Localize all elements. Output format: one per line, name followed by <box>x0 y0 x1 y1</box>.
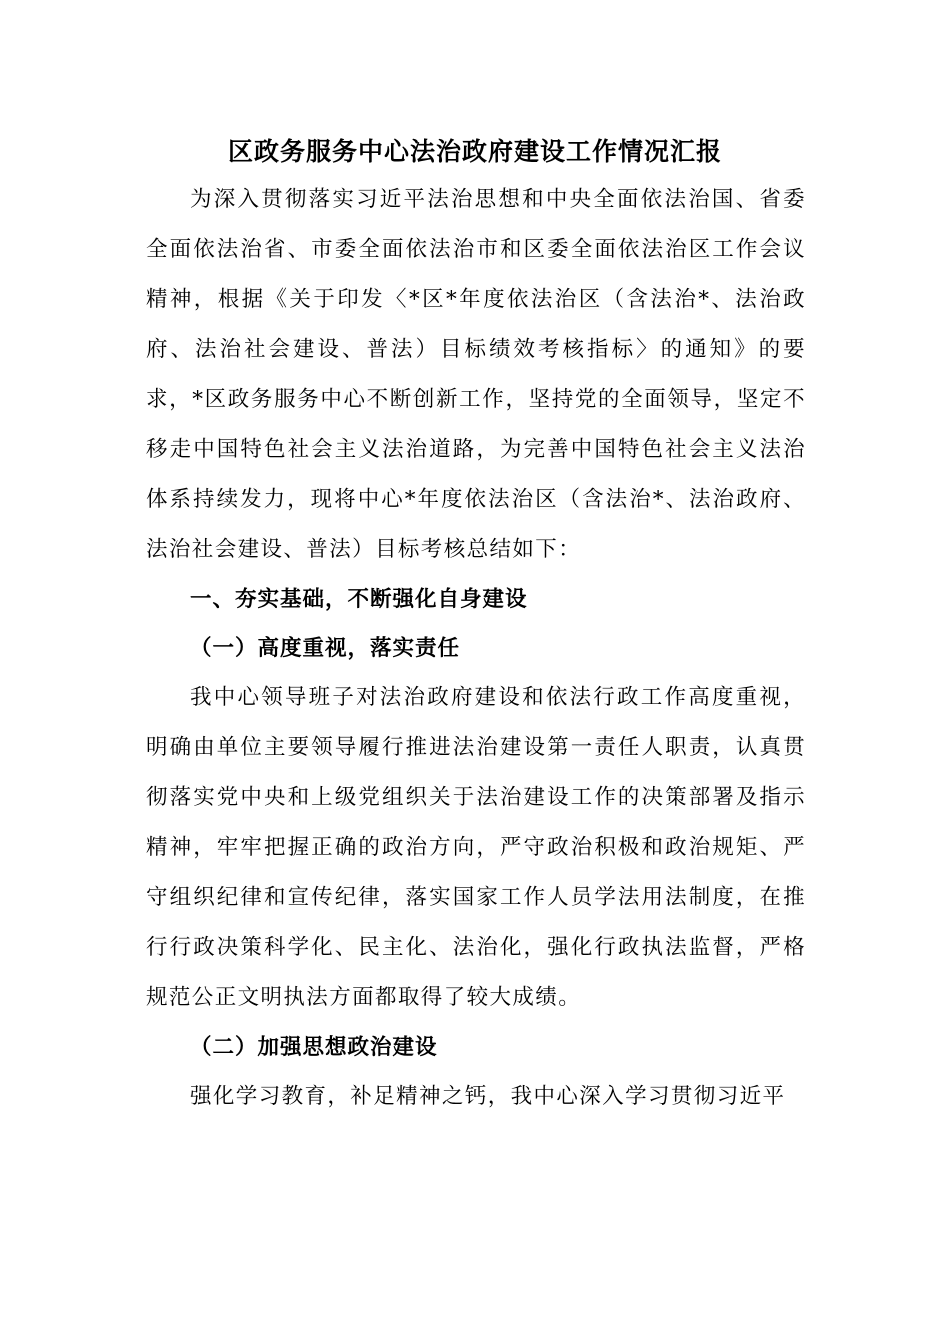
subsection-2-paragraph: 强化学习教育，补足精神之钙，我中心深入学习贯彻习近平 <box>190 1084 786 1109</box>
section-heading-1: 一、夯实基础，不断强化自身建设 <box>190 587 528 612</box>
subsection-1-paragraph: 我中心领导班子对法治政府建设和依法行政工作高度重视，明确由单位主要领导履行推进法治建设第一责任人职责，认真贯彻落实党中央和上级党组织关于法治建设工作的决策部署及指示精神，牢牢把握正确的政治方向，严守政治积极和政治规矩、严守组织纪律和宣传纪律，落实国家工作人员学法用法制度，在推行行政决策科学化、民主化、法治化，强化行政执法监督，严格规范公正文明执法方面都取得了较大成绩。 <box>146 685 806 1010</box>
intro-paragraph: 为深入贯彻落实习近平法治思想和中央全面依法治国、省委全面依法治省、市委全面依法治市和区委全面依法治区工作会议精神，根据《关于印发〈*区*年度依法治区（含法治*、法治政府、法治社会建设、普法）目标绩效考核指标〉的通知》的要求，*区政务服务中心不断创新工作，坚持党的全面领导，坚定不移走中国特色社会主义法治道路，为完善中国特色社会主义法治体系持续发力，现将中心*年度依法治区（含法治*、法治政府、法治社会建设、普法）目标考核总结如下： <box>146 187 806 562</box>
subsection-heading-1: （一）高度重视，落实责任 <box>190 636 461 661</box>
subsection-heading-2: （二）加强思想政治建设 <box>190 1035 438 1060</box>
document-title: 区政务服务中心法治政府建设工作情况汇报 <box>227 137 722 166</box>
